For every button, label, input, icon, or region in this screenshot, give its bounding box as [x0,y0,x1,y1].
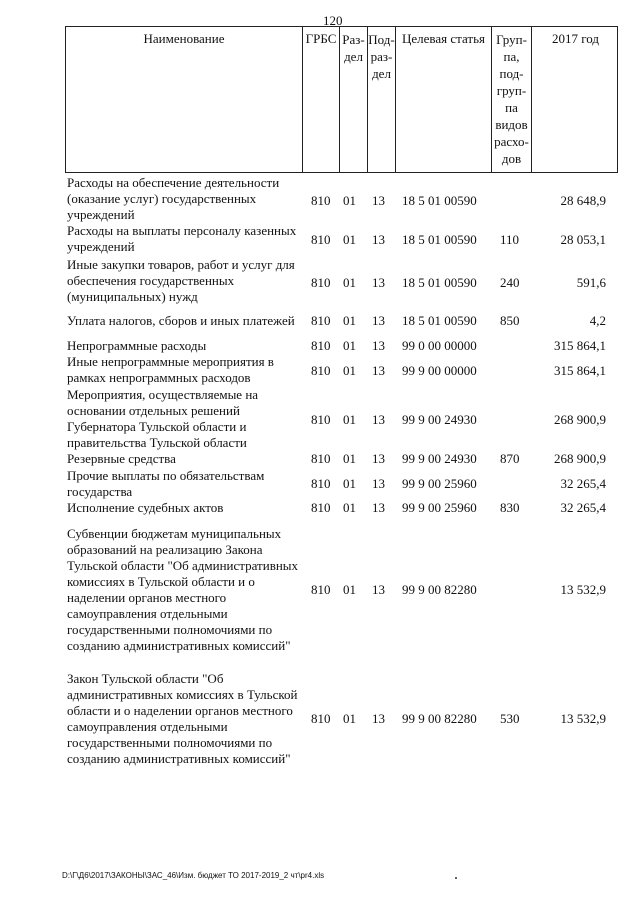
row-razdel: 01 [343,476,356,491]
row-podrazdel: 13 [372,193,385,208]
row-name: Резервные средства [67,451,176,466]
row-name: Мероприятия, осуществляемые на основании отдельных решений Губернатора Тульской области и правительства Тульской области [67,387,259,450]
row-razdel: 01 [343,363,356,378]
row-amount: 315 864,1 [554,338,606,353]
row-celevaya: 99 0 00 00000 [402,338,477,353]
row-amount: 13 532,9 [560,711,606,726]
row-podrazdel: 13 [372,476,385,491]
row-podrazdel: 13 [372,500,385,515]
row-name: Иные непрограммные мероприятия в рамках непрограммных расходов [67,354,274,385]
row-name: Расходы на выплаты персоналу казенных учреждений [67,223,297,254]
row-vid: 830 [500,500,520,515]
row-name: Закон Тульской области "Об административных комиссиях в Тульской области и о наделении органов местного самоуправления отдельными государственными полномочиями по созданию административных комиссий" [67,671,298,766]
row-celevaya: 99 9 00 25960 [402,476,477,491]
row-vid: 240 [500,275,520,290]
row-amount: 4,2 [589,313,606,328]
file-path-footer: D:\Г\Д6\2017\ЗАКОНЫ\ЗАС_46\Изм. бюджет ТО 2017-2019_2 чт\pr4.xls [62,871,325,880]
table-header [65,26,618,173]
row-celevaya: 18 5 01 00590 [402,313,477,328]
row-celevaya: 99 9 00 24930 [402,451,477,466]
row-razdel: 01 [343,500,356,515]
row-name: Иные закупки товаров, работ и услуг для обеспечения государственных (муниципальных) нужд [67,257,295,304]
row-razdel: 01 [343,193,356,208]
row-celevaya: 99 9 00 24930 [402,412,477,427]
row-razdel: 01 [343,338,356,353]
row-name: Субвенции бюджетам муниципальных образований на реализацию Закона Тульской области "Об административных комиссиях в Тульской области и о наделении органов местного самоуправления отдельными государственными полномочиями по созданию административных комиссий" [67,526,299,653]
row-celevaya: 18 5 01 00590 [402,232,477,247]
row-celevaya: 99 9 00 82280 [402,711,477,726]
row-name: Расходы на обеспечение деятельности (оказание услуг) государственных учреждений [67,175,280,222]
row-celevaya: 18 5 01 00590 [402,275,477,290]
row-podrazdel: 13 [372,275,385,290]
row-razdel: 01 [343,451,356,466]
row-podrazdel: 13 [372,232,385,247]
row-vid: 870 [500,451,520,466]
row-name: Непрограммные расходы [67,338,207,353]
row-grbs: 810 [311,711,331,726]
header-celevaya-statya: Целевая статья [396,27,492,172]
row-razdel: 01 [343,313,356,328]
row-amount: 28 648,9 [560,193,606,208]
row-podrazdel: 13 [372,582,385,597]
row-celevaya: 99 9 00 82280 [402,582,477,597]
row-amount: 315 864,1 [554,363,606,378]
row-celevaya: 99 9 00 25960 [402,500,477,515]
row-celevaya: 99 9 00 00000 [402,363,477,378]
row-podrazdel: 13 [372,412,385,427]
row-grbs: 810 [311,582,331,597]
page-number: 120 [323,13,343,28]
row-podrazdel: 13 [372,451,385,466]
row-razdel: 01 [343,232,356,247]
header-gruppa-vidov: Груп- па, под- груп- па видов расхо- дов [492,27,532,172]
row-grbs: 810 [311,412,331,427]
row-vid: 530 [500,711,520,726]
row-grbs: 810 [311,275,331,290]
row-amount: 32 265,4 [560,476,606,491]
row-vid: 110 [500,232,520,247]
header-podrazdel: Под- раз- дел [368,27,396,172]
row-name: Уплата налогов, сборов и иных платежей [67,313,295,328]
row-razdel: 01 [343,412,356,427]
row-grbs: 810 [311,338,331,353]
row-razdel: 01 [343,582,356,597]
row-razdel: 01 [343,275,356,290]
row-grbs: 810 [311,476,331,491]
row-name: Исполнение судебных актов [67,500,224,515]
header-razdel: Раз- дел [340,27,368,172]
row-podrazdel: 13 [372,313,385,328]
row-grbs: 810 [311,363,331,378]
row-grbs: 810 [311,232,331,247]
row-razdel: 01 [343,711,356,726]
row-grbs: 810 [311,193,331,208]
scan-dot [455,877,457,879]
row-podrazdel: 13 [372,711,385,726]
row-podrazdel: 13 [372,363,385,378]
row-celevaya: 18 5 01 00590 [402,193,477,208]
header-grbs: ГРБС [303,27,340,172]
row-grbs: 810 [311,451,331,466]
row-vid: 850 [500,313,520,328]
row-grbs: 810 [311,500,331,515]
header-year: 2017 год [552,31,599,46]
row-amount: 32 265,4 [560,500,606,515]
row-amount: 13 532,9 [560,582,606,597]
row-amount: 268 900,9 [554,412,606,427]
row-amount: 591,6 [576,275,606,290]
header-name: Наименование [66,27,303,172]
row-name: Прочие выплаты по обязательствам государства [67,468,265,499]
row-amount: 268 900,9 [554,451,606,466]
row-amount: 28 053,1 [560,232,606,247]
row-podrazdel: 13 [372,338,385,353]
row-grbs: 810 [311,313,331,328]
